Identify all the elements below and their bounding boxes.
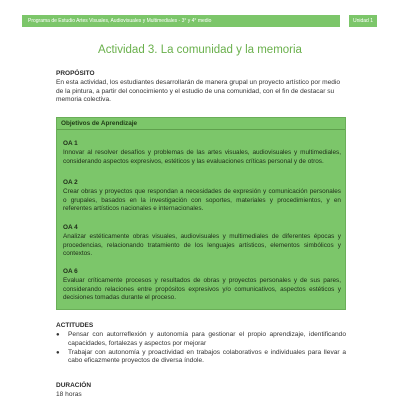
proposito-heading: PROPÓSITO <box>56 70 95 77</box>
bullet-icon: ● <box>56 349 60 356</box>
proposito-text: En esta actividad, los estudiantes desarrollarán de manera grupal un proyecto artístico por medio de la pintura, a partir del conocimiento y el estudio de una comunidad, con el fin de destacar su memoria colectiva. <box>56 79 341 104</box>
oa-code: OA 2 <box>63 179 78 186</box>
duracion-text: 18 horas <box>56 391 82 398</box>
oa-code: OA 4 <box>63 224 78 231</box>
program-title: Programa de Estudio Artes Visuales, Audiovisuales y Multimediales - 3° y 4° medio <box>22 15 340 27</box>
actitud-text: Pensar con autorreflexión y autonomía para gestionar el propio aprendizaje, identificando capacidades, fortalezas y aspectos por mejorar <box>68 331 346 347</box>
oa-description: Innovar al resolver desafíos y problemas de las artes visuales, audiovisuales y multimediales, considerando aspectos expresivos, estéticos y las evaluaciones críticas personal y de otros. <box>63 149 341 165</box>
page-header <box>0 0 400 34</box>
list-item <box>56 331 346 348</box>
actitudes-list <box>56 331 346 366</box>
objetivos-divider <box>57 129 345 130</box>
oa-description: Evaluar críticamente procesos y resultados de obras y proyectos personales y de sus pares, considerando relaciones entre propósitos expresivos y/o comunicativos, aspectos estéticos y decisiones tomadas durante el proceso. <box>63 277 341 301</box>
oa-item <box>63 224 341 258</box>
oa-item <box>63 140 341 166</box>
actitudes-heading: ACTITUDES <box>56 322 94 329</box>
oa-description: Crear obras y proyectos que respondan a necesidades de expresión y comunicación personales o grupales, basados en la investigación con soportes, materiales y procedimientos, y en referentes artísticos nacionales e internacionales. <box>63 188 341 212</box>
oa-item <box>63 268 341 302</box>
oa-code: OA 6 <box>63 268 78 275</box>
duracion-heading: DURACIÓN <box>56 382 92 389</box>
list-item <box>56 349 346 366</box>
objetivos-box <box>56 117 346 310</box>
unit-badge: Unidad 1 <box>349 15 377 27</box>
actitud-text: Trabajar con autonomía y proactividad en trabajos colaborativos e individuales para llevar a cabo eficazmente proyectos de diversa índole. <box>68 348 346 365</box>
objetivos-heading: Objetivos de Aprendizaje <box>61 120 138 127</box>
bullet-icon: ● <box>56 332 60 338</box>
activity-title: Actividad 3. La comunidad y la memoria <box>98 44 302 56</box>
oa-code: OA 1 <box>63 140 78 147</box>
oa-item <box>63 179 341 213</box>
oa-description: Analizar estéticamente obras visuales, audiovisuales y multimediales de diferentes épocas y procedencias, relacionando tratamiento de los lenguajes artísticos, elementos simbólicos y contextos. <box>63 233 341 257</box>
